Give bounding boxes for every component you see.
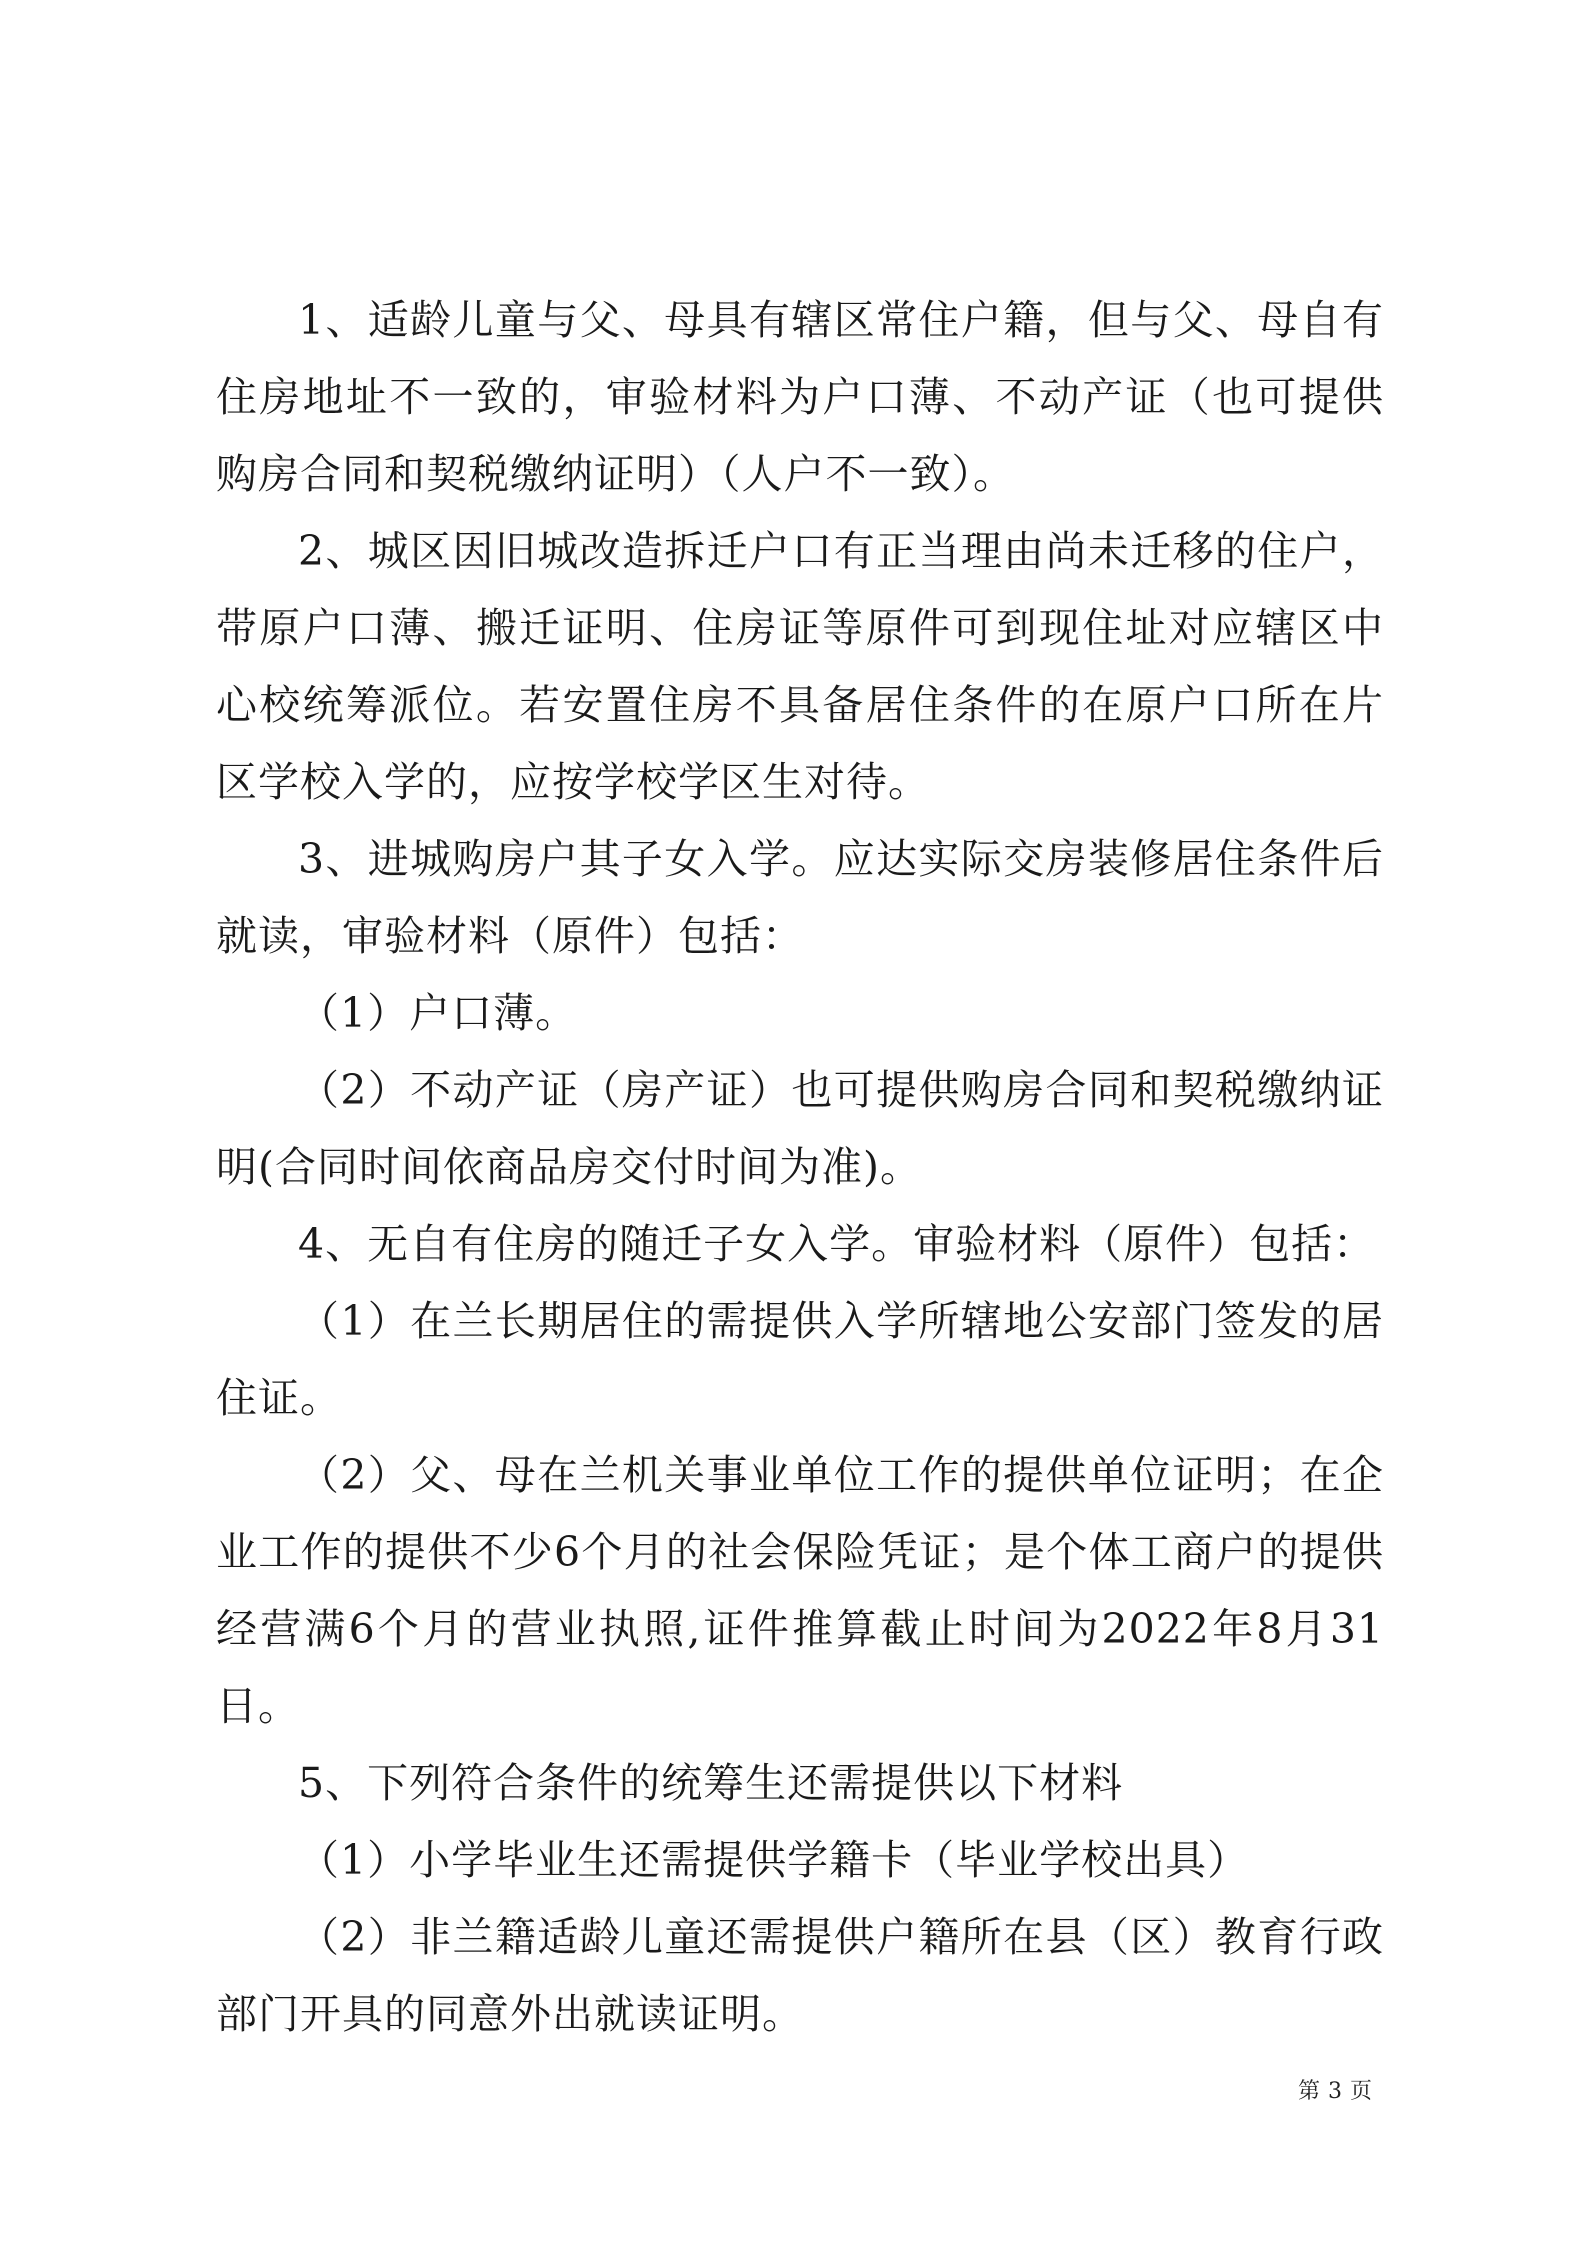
paragraph-5: 5、下列符合条件的统筹生还需提供以下材料 — [298, 1759, 1124, 1807]
paragraph-4: 4、无自有住房的随迁子女入学。审验材料（原件）包括： — [298, 1220, 1376, 1268]
paragraph-3-item-1: （1）户口薄。 — [298, 989, 578, 1037]
paragraph-4-item-2: （2）父、母在兰机关事业单位工作的提供单位证明；在企业工作的提供不少6个月的社会保险凭证；是个体工商户的提供经营满6个月的营业执照,证件推算截止时间为2022年8月31日。 — [216, 1451, 1384, 1730]
paragraph-1: 1、适龄儿童与父、母具有辖区常住户籍，但与父、母自有住房地址不一致的，审验材料为户口薄、不动产证（也可提供购房合同和契税缴纳证明）（人户不一致）。 — [216, 296, 1384, 498]
paragraph-3: 3、进城购房户其子女入学。应达实际交房装修居住条件后就读，审验材料（原件）包括： — [216, 835, 1384, 960]
paragraph-5-item-1: （1）小学毕业生还需提供学籍卡（毕业学校出具） — [298, 1836, 1250, 1884]
paragraph-3-item-2: （2）不动产证（房产证）也可提供购房合同和契税缴纳证明(合同时间依商品房交付时间为准)。 — [216, 1066, 1384, 1191]
page-number — [1298, 2077, 1372, 2107]
paragraph-4-item-1: （1）在兰长期居住的需提供入学所辖地公安部门签发的居住证。 — [216, 1297, 1384, 1422]
paragraph-5-item-2: （2）非兰籍适龄儿童还需提供户籍所在县（区）教育行政部门开具的同意外出就读证明。 — [216, 1913, 1384, 2038]
page-number-suffix: 页 — [1350, 2079, 1373, 2104]
page-number-value: 3 — [1328, 2079, 1343, 2104]
document-body — [216, 282, 1384, 2053]
paragraph-2: 2、城区因旧城改造拆迁户口有正当理由尚未迁移的住户，带原户口薄、搬迁证明、住房证等原件可到现住址对应辖区中心校统筹派位。若安置住房不具备居住条件的在原户口所在片区学校入学的，应按学校学区生对待。 — [216, 527, 1384, 806]
page-number-prefix: 第 — [1298, 2079, 1321, 2104]
